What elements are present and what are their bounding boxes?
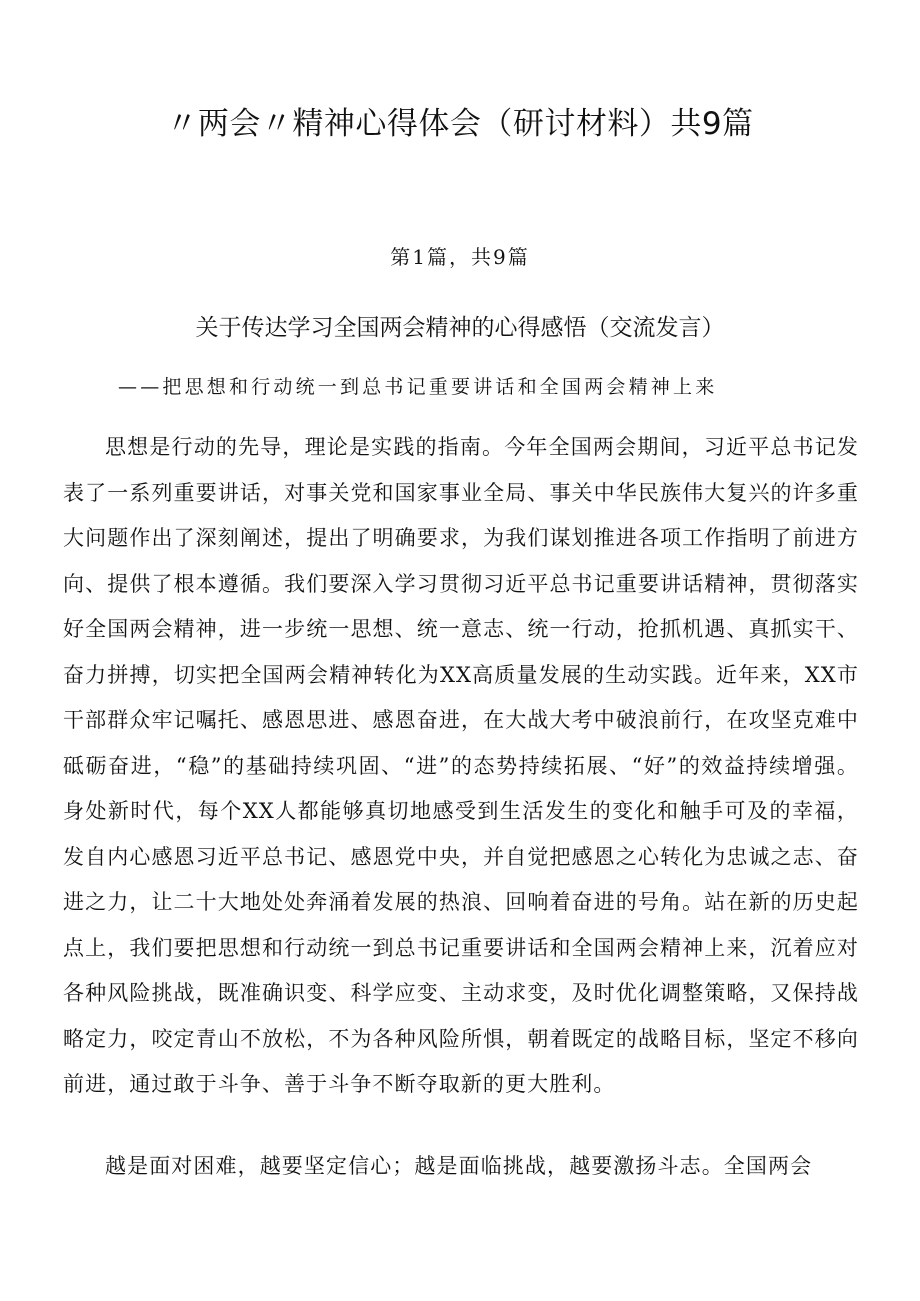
document-title: 〃两会〃精神心得体会（研讨材料）共9篇 xyxy=(166,106,754,142)
article-subtitle: ——把思想和行动统一到总书记重要讲话和全国两会精神上来 xyxy=(118,376,718,398)
body-paragraph: 越是面对困难，越要坚定信心；越是面临挑战，越要激扬斗志。全国两会 xyxy=(105,1154,813,1178)
article-title: 关于传达学习全国两会精神的心得感悟（交流发言） xyxy=(195,315,725,341)
part-label: 第1篇，共9篇 xyxy=(390,245,530,269)
body-paragraph: 思想是行动的先导，理论是实践的指南。今年全国两会期间，习近平总书记发表了一系列重要讲话，对事关党和国家事业全局、事关中华民族伟大复兴的许多重大问题作出了深刻阐述，提出了明确要求，为我们谋划推进各项工作指明了前进方向、提供了根本遵循。我们要深入学习贯彻习近平总书记重要讲话精神，贯彻落实好全国两会精神，进一步统一思想、统一意志、统一行动，抢抓机遇、真抓实干、奋力拼搏，切实把全国两会精神转化为XX高质量发展的生动实践。近年来，XX市干部群众牢记嘱托、感恩思进、感恩奋进，在大战大考中破浪前行，在攻坚克难中砥砺奋进，“稳”的基础持续巩固、“进”的态势持续拓展、“好”的效益持续增强。身处新时代，每个XX人都能够真切地感受到生活发生的变化和触手可及的幸福，发自内心感恩习近平总书记、感恩党中央，并自觉把感恩之心转化为忠诚之志、奋进之力，让二十大地处处奔涌着发展的热浪、回响着奋进的号角。站在新的历史起点上，我们要把思想和行动统一到总书记重要讲话和全国两会精神上来，沉着应对各种风险挑战，既准确识变、科学应变、主动求变，及时优化调整策略，又保持战略定力，咬定青山不放松，不为各种风险所惧，朝着既定的战略目标，坚定不移向前进，通过敢于斗争、善于斗争不断夺取新的更大胜利。 xyxy=(63,435,859,1096)
